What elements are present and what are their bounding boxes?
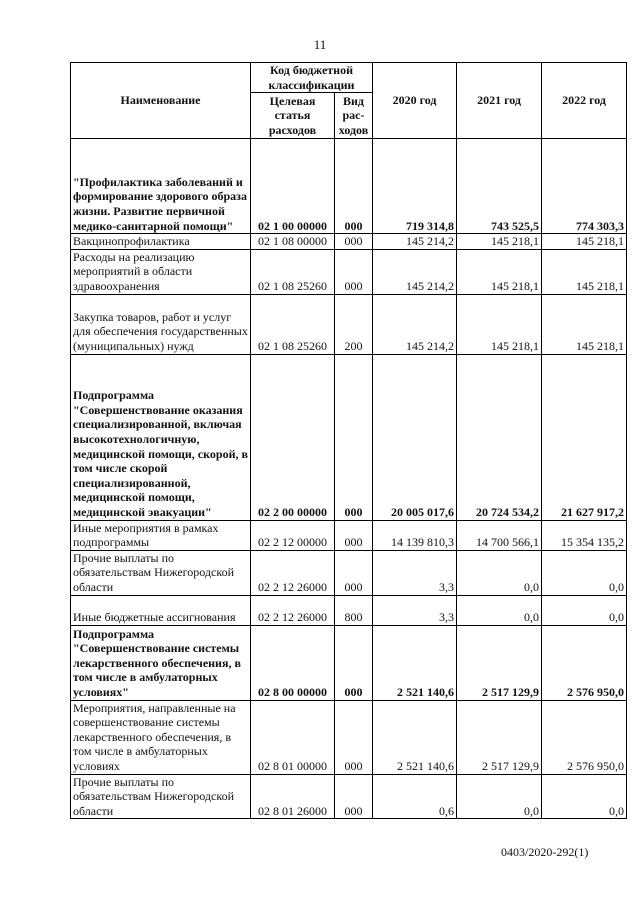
row-target-code: 02 2 00 00000: [251, 354, 335, 520]
row-target-code: 02 8 01 26000: [251, 774, 335, 819]
row-value-2021: 0,0: [457, 550, 542, 595]
row-value-2021: 0,0: [457, 595, 542, 625]
row-value-2021: 145 218,1: [457, 249, 542, 294]
table-row: [71, 249, 627, 294]
row-target-code: 02 2 12 26000: [251, 550, 335, 595]
row-name: Мероприятия, направленные на совершенствование системы лекарственного обеспечения, в том числе в амбулаторных условиях: [71, 700, 251, 774]
row-value-2021: 743 525,5: [457, 139, 542, 234]
row-value-2022: 2 576 950,0: [542, 700, 627, 774]
row-value-2020: 145 214,2: [373, 234, 457, 250]
row-value-2020: 2 521 140,6: [373, 625, 457, 700]
row-name: Подпрограмма "Совершенствование оказания специализированной, включая высокотехнологичную, медицинской помощи, скорой, в том числе скорой специализированной, медицинской помощи, медицинской эвакуации": [71, 354, 251, 520]
document-code: 0403/2020-292(1): [501, 845, 589, 859]
budget-table: [70, 62, 627, 819]
row-expense-type: 000: [335, 625, 373, 700]
row-expense-type: 000: [335, 700, 373, 774]
page-number: 11: [313, 37, 327, 52]
row-value-2020: 0,6: [373, 774, 457, 819]
table-row: [71, 625, 627, 700]
row-value-2020: 2 521 140,6: [373, 700, 457, 774]
row-target-code: 02 2 12 26000: [251, 595, 335, 625]
row-expense-type: 000: [335, 234, 373, 250]
row-value-2021: 14 700 566,1: [457, 520, 542, 550]
row-name: Подпрограмма "Совершенствование системы лекарственного обеспечения, в том числе в амбулаторных условиях": [71, 625, 251, 700]
table-row: [71, 595, 627, 625]
row-value-2020: 3,3: [373, 550, 457, 595]
table-row: [71, 774, 627, 819]
row-name: Прочие выплаты по обязательствам Нижегородской области: [71, 550, 251, 595]
row-expense-type: 000: [335, 354, 373, 520]
row-value-2020: 145 214,2: [373, 294, 457, 354]
row-value-2022: 145 218,1: [542, 234, 627, 250]
row-name: Иные бюджетные ассигнования: [71, 595, 251, 625]
table-row: [71, 139, 627, 234]
row-value-2021: 145 218,1: [457, 234, 542, 250]
row-name: Прочие выплаты по обязательствам Нижегородской области: [71, 774, 251, 819]
header-vid: Вид рас-ходов: [335, 93, 373, 139]
row-expense-type: 800: [335, 595, 373, 625]
header-2022: 2022 год: [542, 63, 627, 139]
row-value-2021: 0,0: [457, 774, 542, 819]
row-value-2022: 145 218,1: [542, 249, 627, 294]
row-value-2022: 0,0: [542, 595, 627, 625]
row-expense-type: 000: [335, 139, 373, 234]
row-value-2021: 2 517 129,9: [457, 625, 542, 700]
header-target: Целевая статья расходов: [251, 93, 335, 139]
row-target-code: 02 8 01 00000: [251, 700, 335, 774]
row-expense-type: 000: [335, 249, 373, 294]
row-target-code: 02 2 12 00000: [251, 520, 335, 550]
header-2021: 2021 год: [457, 63, 542, 139]
header-code-group: Код бюджетной классификации: [251, 63, 373, 93]
row-target-code: 02 1 00 00000: [251, 139, 335, 234]
row-value-2022: 2 576 950,0: [542, 625, 627, 700]
row-value-2021: 145 218,1: [457, 294, 542, 354]
header-2020: 2020 год: [373, 63, 457, 139]
table-row: [71, 354, 627, 520]
row-value-2022: 0,0: [542, 550, 627, 595]
row-expense-type: 000: [335, 550, 373, 595]
row-name: "Профилактика заболеваний и формирование здорового образа жизни. Развитие первичной медико-санитарной помощи": [71, 139, 251, 234]
row-value-2022: 774 303,3: [542, 139, 627, 234]
row-value-2022: 145 218,1: [542, 294, 627, 354]
row-name: Вакцинопрофилактика: [71, 234, 251, 250]
row-name: Расходы на реализацию мероприятий в области здравоохранения: [71, 249, 251, 294]
row-target-code: 02 1 08 00000: [251, 234, 335, 250]
row-value-2020: 20 005 017,6: [373, 354, 457, 520]
header-name: Наименование: [71, 63, 251, 139]
row-expense-type: 000: [335, 520, 373, 550]
row-value-2020: 719 314,8: [373, 139, 457, 234]
row-expense-type: 200: [335, 294, 373, 354]
table-row: [71, 234, 627, 250]
row-value-2021: 2 517 129,9: [457, 700, 542, 774]
row-value-2022: 21 627 917,2: [542, 354, 627, 520]
row-name: Иные мероприятия в рамках подпрограммы: [71, 520, 251, 550]
row-value-2021: 20 724 534,2: [457, 354, 542, 520]
row-expense-type: 000: [335, 774, 373, 819]
table-row: [71, 550, 627, 595]
row-target-code: 02 8 00 00000: [251, 625, 335, 700]
row-value-2020: 145 214,2: [373, 249, 457, 294]
table-row: [71, 700, 627, 774]
row-name: Закупка товаров, работ и услуг для обеспечения государственных (муниципальных) нужд: [71, 294, 251, 354]
row-target-code: 02 1 08 25260: [251, 294, 335, 354]
table-row: [71, 520, 627, 550]
row-value-2022: 15 354 135,2: [542, 520, 627, 550]
row-value-2020: 3,3: [373, 595, 457, 625]
table-row: [71, 294, 627, 354]
row-target-code: 02 1 08 25260: [251, 249, 335, 294]
row-value-2020: 14 139 810,3: [373, 520, 457, 550]
row-value-2022: 0,0: [542, 774, 627, 819]
